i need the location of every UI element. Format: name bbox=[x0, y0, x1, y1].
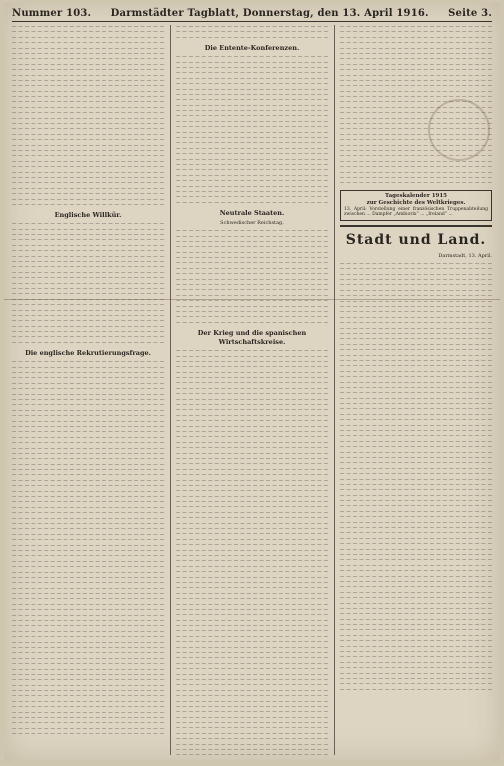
article-text-block: — — — — — — — — — — — — — — — — — — — — — — — — — — — — — — — — — — — — — — — — — — — — — — — — — — — — — — — — — — — — — — — — — — — — — — — — — — — — — — — — — — — — — — — — — — — — — — — — — — — — — — — — — — — — — — — — — — — — — — — — — — — — — — — — — — — — — — — — — — — — — — — — — — — — — — — — — — — — — — — — — — — — — — — — — — — — — — — — — — — — — — — — — — — — — — — — — — — — — — — — — — — — — — — — — — — — — — — — — — — — — — — — — — — — — — — — — — — — — — — — — — — — — — — — — — — — — — — — — — — — — — — — — — — — — — — — — — — — — — — — — — — — — — — — — — — — — — — — — — — — — — — — — — — — — — — — — — — — — — — — — — — — — — — — — — — — — — — — — — — — — — — — — — — — — — — — — — — — — — — — — — — — — — — — — — — — — — — — — — — — — — — — — — — — — — — — — — — — — — — — — — — — — — — — — — — — — — — — — — — — — — — — — — — — — — — — — — — — — — — — — — — — — — — — — — — — — — — — — — — — — — — — — — — — — — — — — — — — — — — — — — — — — — — — — — — — — — — — — — — — — — — — — — — — — — — — — — — — — — — — — — — — — — — — — — — — — — — — — — — — — — — — — — — — — — — — — — — — — — — — — — — — — — — — — — — — — — — — — — — — — — — — — — — — — — — — — — — — — — — — — — — — — — — — — — — — — — — — — — — — — — — — — — — — — — — — — — — — — — — — — — — — — — — — — — — — — — — — — — — — — — — — — — — — — — — — bbox=[176, 55, 328, 206]
article-heading: Der Krieg und die spanischen Wirtschaftskreise. bbox=[197, 329, 307, 347]
article-subheading: Schwedischer Reichstag. bbox=[220, 220, 284, 227]
article-text-block: — — — — — — — — — — — — — — — — — — — — — — — — — — — — — — — — — — — — — — — — — — — — — — — — — — — — — — — — — — — — — — — — — — — — — — — — — — — — — — — — — — — — — — — — — — — — — — — — — — — — — — — — — — — — — — — — — — — — — — — — — — — — — — — — — — — — — — — — — — — — — — — — — — — — — — — — — — — — — — — — — — — — — — — — — — — — — — — — — — — — — — — — — — — — — — — — — — — — — — — — — — — — — — — — — — — — — — — — — — — — — — — — — — — — — — — — — — — — — — — — — — — — — — — — — — — — — — — — — — — — — — — — — — — — — — — — — — — — — — — — — — — — — — — — — — — — — — — — — — — — — — — — — — — — — — — — — — — — — — — — — — — — — — — — — — — — — — — — — — — — — — — — — — — — — — — — — — — — — — — — — — — — — — — — — — — — — — — — — — — — — — — — — — — — — — — — — — — — — — — — — — — — — — — — — — — — — — — — — — — — — — — — — — — — — — — — — — — — — — — — — — — — — — — — — — — — — — — — — — — — — — — — — — — — — — — — — — — — — — — — — — — — — — — — — — — — — — — — — — — — — — — — — — — — — — — — — — — — — — — — — — — — — — — — — — — — — — — — — — — — — — — — — — — — — — — — — — — — — — — — — — — — — — — — — — — — — — — — — — — — — — — — — — — — — — — — — — — — — — — — — — — — — — — — — — — — — — — — — — — — — — — — — — — — — — — — — — — — — — — — — — — — — — — — — — — — — — — — — — — — — — — — — — — — — — — — — — — — — — — — — — — — — — — — — — — — — — — — — — — — — — — — — — — — — — — — — — — — — — — — — — — — — — — — — — — — — — — — — — — — — — — — — — — — — — — — — — — — — — — — — — — — — — — — — — — — — — — — — — — — — — — — — — — — — — — — — — — — — — — — — — — — — — — — — — — — — — — — — — — — — — — — — — — — — — — — — — — — — — — — — — — — — — — — — — — — — — — — — — — — — — — — — — — — — — — — — — — — — — — — — — — — — — — — — — — — — — — — — — — — — — — — — — — — — — — — — — — — — — — — — — — — — — — — — — — — — — — — — — — — — — — — — — — — — — — — — — — — — — — — — — — — — — — — — — — — — — — — — — — — — — — — — — — — — — — — — — — — — — — — — — — — — — — — — — — — — — — — — — — — — — — — — — — — — — — — — — — — — — — — — — — — — — — — — — — — — — — — — — — — — — — — — — — — — — — — — — — — — — — — — — — — — — — — — — — — — — — — — — — — — — — — — — — — — — — — — — — — — — — — — — — — — — — — — — — — — — — — — — — — — — — — — — — — — — — — — — — — — — — — — — — — — — — — — — — — — — — — — — — — — — — — — — — — — — — — — — — — — — — — — — — — — — — — — — — — — — — — — — — — — — — — — — — — — — — — — — — — — — — — — — — — — — — — — — — — — — — — — — — — — — — — — — — — — — — — — — — — — — — — — — — — — — — — — — — — — — — — — — — — — — — — — — — — — — — — — — — — — — — — — — — — — — — — — — — — — — — — — — — — — — — — — — — — — — — — — — — — — — — — — — — — — — — — — — — — — — — — — — — — — — — — — — — — — — — — — — — — — — — — — — — — — — — — — — — — — — — — — — — — — — — — — — — — — — — — — — — — — — — — — — — — — — — — — — — — — — — — — — — — — — — — — — — — — — — — — — — — — — — — — — — — — — — — — — — — — — — — — — — — — — — — — — — — — — — — — — — — — — — — — — — — — — — — — — — — — — — — — — — — — — — — — — — — — — — — — — — — — — — — — — — — — — — — — — — — — — — — — — — — — — — — — — — — — — — — — — — — — — — — — — — — — — — — — — — — — — — — — — — — — — — — — — — — — — — — — — — — — — — — — — — — — — — — — — — — — — — — — — — — — — — — — — — — — — — — — — — — — — — — bbox=[12, 360, 164, 738]
tageskalender-title: Tageskalender 1915 bbox=[385, 192, 447, 199]
issue-number: Nummer 103. bbox=[12, 7, 92, 19]
tageskalender-subtitle: zur Geschichte des Weltkrieges. bbox=[366, 199, 466, 206]
column-1 bbox=[12, 25, 164, 738]
column-2 bbox=[176, 25, 328, 759]
article-heading: Neutrale Staaten. bbox=[219, 209, 285, 218]
article-text-block: — — — — — — — — — — — — — — — — — — — — — — — — — — — — — — — — — — — — — — — — — — — — — — — — — — — — — — — — — — — — — — — — — — — — — — — — — — — — — — — — — — — — — — — — — — — — — — — — — — — — — — — — — — — — — — — — — — — — — — — — — — — — — — — — — — — — — — — — — — — — — — — — — — — — — — — — — — — — — — — — — — — — — — — — — — — — — — — — — — — — — — — — — — — — — — — — — — — — — — — — — — — — — — — — — — — — — — — — — — — — — — — — — — — — — — — — — — — — — — — — — — — — — — — — — — — — — — — — — — — — — — — — — — — — — — — — — — — — — — — — — — — — — — — — — — — — — — — — — — — — — — — — — — — — — — — — — — — — — — — — — — — — — — — — — — — — — — — — — — — — — — — — — — — — — — — — — — — — — — — — — — — — — — — — — — — — — — — — — — — — — — — — — — — — — — — — — — — — — — — — — — — — — — — — — — — — — — — — — — — — — — — — — — — — — — — — — — — — — — — — — — — — — — — — — — — — — — — — — — — — — — — — — — — — — — — — — — — — — — — — — — — — — — — — — — — — — — — — — — — — — — — — — — — — — — — — — — — — — — — — — — — — — — — — — — — — — — — — — — — — — — — — — — — — — — — — — — — — — — — — — — — — — — — — — — — — — — — — — — — — — — — — — — — — — — — — — — — — — — — — — — — — — — — — — — — — — — — — — — — — — — — — — — — — — — — — — — — — — — — — — — — — — — — — — — — — — — — — — — — — — — — — — — — — — — — — — — — — — — — — — — — — — — — — — — — — — — — — — — — — — — — — — — — — — — — — — — — — — — — — bbox=[340, 25, 492, 187]
section-heading: Stadt und Land. bbox=[345, 231, 487, 248]
column-divider-2 bbox=[334, 25, 335, 755]
article-text-block: — — — — — — — — — — — — — — — — — — — — — — — — — — — — — — — — — — — — — — — — — — — — — — — — — — — — — — — — — — — — — — — — — — — — — — — — — — — — — — — — — — — — — — — — — — — — — — — — — — — — — — — — — — — — — — — — — — — — — — — — — — — — — — — — — — — — — — — — — — — — — — — — — — — — — — — — — — — — — — — — — — — — — — — — — — — — — — — — — — — — — — — — — — — — — — — — — — — — — — — — — — — — — — — — — — — — — — — — — — — — — — — — — — — — — — — — — — — — — — — — — — — — — — — — — — — — — — — — — — — — — — — — — — — — — — — — — — — — — — — — — — — — — — — — — — — — — — — — — — — — — — — — — — — — — — — — — — — — — — — — — — — — — — — — — — — — — — — — — — — — — — — — — — — — — — — — — — — — — — — — — — — — — — — — — — — — — — — — — — — — — — — — — — — — — — — — — — — — — — — — — — — — — — — — — — — — — — — — — — — — — — — — — — — — — — — — — — — — — — — — — — — — — — — — — — — — — — — — — — — — — — — — — — — — — — — — — — — — — — — — — — — — — — — — — — — — — — — — — — — — — — — — — — — — — — — — — — — — — — — — — — — — — — — — — — — — — — — — — — — — — — — — — — — — — — — — — — — — — — — — — — — — — — — — — — — — — — — — — — — — — — — — — — — — — — — — — — — — — — — — — — — — — — — — — — — — — — — — — — — — — — — — — — — — — — — — — — — — — — — — — — — — — — — — — — — — — — — — — — — — — — — — — — — — — — — — — — — — — — — — — — — — — — — — — — — — — — — — — — — — — — — — — — — — — — — — — — — — — — — — — — — — — — — — — — — — — — — — — — — — — — — — — — — — — — — — — — — — — — — — — — — — — — — — — — — — — — — — — — — — — — — — — — — — — — — — — — — — — — — — — — — — — — — — — — — — — — — — — — — — — — — — — — — — — — — — — — — — — — — — — — — — — — — — — — — — — — — — — — — — — — — — — — — — — — — — — — — — — — — — — — — — — — — — — — — — — — — — — — — — — — — — — — — — — — — — — — — — — — — — — — — — — — — — — — — — — — — — — — — — — — — — — — — — — — — — — — — — — — — — — — — — — — — — — — — — — — — — — — — — — — — — — — — — — — — — — — — — — — — — — — — — — — — — — — — — — — — — — — — — — — — — — — — — — — — — — — — — — — — — — — — — — — — — — — — — — — — — — — — — — — — — — — — — — — — — — — — — — — — — — — — — — — — — — — — — — — — — — — — — — — — — — — — — — — — — — — — — — — — — — — — — — — — — — — — — — — — — — — — — — — — — — — — — — — — — — — — — — — — — — — — — — — — — — — — — — — — — — — — — — — — — — — — — — — — — — — — — — — — — — — — — — — — — — — — — — — — — — — — — — — — — — — — — — — — — — — — — — — — — — — — — — — — — — — — — — — — — — — — — — — — — — — — — — — — — — — — — — — — — — — — — — — — — — — — — — — — — — — — — — — — — — — — — — — — — — — — — — — — — — — — — — — — — — — — — — — — — — — — — — — — — — — — — — — — — — — — — — — — — — — — — — — — — — — — — — — — — — — — — — — — — — — — — — — — — — — — — — — — — — — — — — — — — — — — — — — — — — — — — — — — — — — — — — — — — — — — — — — — — — — — — — — — — — — — — — — — — — — — — — — — — — — — — — — — — — — — — — — — — — — — — — — — — — — — — — — — — — — — — — — — — — — — — — — — — — — — — — — — — — — — — — — — — — — — — — — — — — — — — — — — — — — — — — — — — — — — — — — — — — — — — — — — — — — — — — — — — — — — — — — — — — — — — — — — — — — — — — — — — — — — — — — — — — — — — — — — — — — — — — — — — — — — — — — — — — — — — — — — — — — — — — — — — — — — — — — — — — — — — — — — — — — — — — — — — — — — — — — — — — — — — — — — — — — — — — — — — — — — — — — — — — — — — — — — — — — — — — — — — — — — — — — — — — — — — — — — — — — — — — — — — — — — — — — — — — — — — — — — — — — — — — — — — — — — — — — — — — — — — — — — — — — — — — — — — — — — — — — — — — — — — — — — — — — — — — — — — — — — — — — — — — — — — — — — — — — — — — — — — — — — — — — — — — — — — — — — — — — — — — — — — — — — — — — — — — — — — — — — — — — — — — — — — — — — — — — — — — — — — — — — — — — — — — — — — — — — — — — — — bbox=[340, 261, 492, 693]
newspaper-page bbox=[4, 3, 500, 761]
column-divider-1 bbox=[170, 25, 171, 755]
article-heading: Die Entente-Konferenzen. bbox=[204, 44, 300, 53]
article-text-block: — — — — — — — — — — — — — — — — — — — — — — — — — — — — — — — — — — — — — — — — — — — — — — — — — — — — — — — — — — — — — — — — — — — — — — — — — — — — — — — — — — — — — — — — — — — — — — — — — — — — — — — — — — — — — — — — — — — — — — — — — — — — — — — — — — — — — — — — — — — — — — — — — — — — — — — — — — — — — — — — — — — — — — — — — — — — — — — — — — — — — — — — — — — — — — — — — — — — — — — — — — — — — — — — — — — — — — — — — — — — — — — — — — — — — — — — — — — — — — — — — — — — — — — — — — — — — — — — — — — — — — — — — — — — — — — — — — — — — — — — — — — — — — — — — — — — — — — — — — — — — — — — — — — — — — — — — — — — — — — — — — — — — — — — — — — — — — — — — — — — — — — — — — — — — — — — — — — — — — — — — — — — — — — — — — — — — — — — — — — — — — — — — — — — — — — — — — — — — — — — — — — — — — — — — — — — — — — — — — — — — — — — — — — — — — — — — — — — — — — — — — — — — — — — — — — — — — — — — — — — — — — — — — — — — — — — — — — — — — — — — — — — — — — — — — — — — — — — — — — — — — — — — — — — — — — — — — — — — — — — — — — — — — — — — — — — — — — — — — — — — — — — — — — — — — — — — — — — — — — — — — — — — — — — — — — — — — — — — — — — — — — — — — — — — — — — — — — — — — — — — — — — — — — — — — — — — — — — — — — — — — — — — — — — — — — — — — — — — — — — — — — — — — — — — — — — — — — — — — — — — — — — — — — — — — — — — — — — — — — — — — — — — — — — — — — — — — — — — — — — — — — — — — — — — — — — — — — — — — — — — — — — — — — — — — — — — — — — — — — — — — — — — — — — — — — — — — — — — — — — — — — — — — — — — — — — — — — — — — — — — — — — — — — — — — — — — — — — — — — — — — — — — — — — — — — — — — — — — — — — — — — — — — — — — — — — — — — — — — — — — — — — — — — — — — — — — — — — — — — — — — — — — — — — — — — — — — — — — — — — — — — — — — — — — — — — — — — — — — — — — — — — — — — — — — — — — — — — — — — — — — — — — — — — — — — — — — — — — — — — — — — — — — — — — — — — — — — — — — — — — — — — — — — — — — — — — — — — — — — — — — — — — — — — — — — — — — — — — — — — — — — — — — — — — — — — — — — — — — — — — — — — — — — — — — — — — — — — — — — — — — — — — — — — — — — — — — — — — — — — — — — — — — — — — — — — — — — — — — — — — — — — — — — — — — — — — — — — — — — — — — — — — — — — — — — — — — — — — — — — — — — — — — — — — — — — — — — — — — — — — — — — — — — — — — — — — — — — — — — — — — — — — — — — — — — — — — — — — — — — — — — — — — — — — — — — — — — — — — — — — — — — — — — — — — — — — — — — — — — — — — — — — — — — — — — — — — — — — — — — — — — — — — — — — — — — — — — — — — — — — — — — — — — — — — — — — — — — — — — — — — — — — — — — — — — — — — — — — — — — — — — — — — — — — — — — — — — — — — — — — — — — — — — — — — — — — — — — — — — — — — — — — — — — — — — — — — — — — — — — — — — — — — — — — — — — — — — — — — — — — — — — — — — — — — — — — — — — — — — — — — — — — — — — — — — — — — — — — — — — — — — — — — — — — — — — — — — — — — — — — — — — — — — — — — — — — — — — — — — — — — — — — — — — — — — — — — — — — — — — — — — — — — — — — — — — — — — — — — — — — — — — — — — — — — — — — — — — — — — — — — — — — — — — — — — — — — — — — — — — — — — — — — — — — — — — — — — — — — — — — — — — — — — — — — — — — — — — — — — — — — — — — — — — — — — — — — — — — — — — — — — — — — — — — — — — — — — — — — — — — — — — — — — — — — — — — — — — — — — — — — — — — — — — — — — — — — — — — — — — — — — — — — — — — — — — — — — — — — — — — — — — — — — — — — — — — — — — — — — — — — — — — — — — — — — — — — — — — — — — — — — — — — — — — — — — — — — — — — — — — — — — — — — — — — — — — — — — — — — — — — — — — — — — — — — — — — — — — — — — — — — — — — — — — — — — — — — — — — — — — — — — — — — — — — — — — — — — — — — — — — — — bbox=[176, 349, 328, 759]
section-rule bbox=[340, 225, 492, 227]
column-3 bbox=[340, 25, 492, 693]
article-text-block: — — — — — — — — — — — — — — — — — — — — — — — — — — — — — — — — — — — — — — — — — — — — — — — — — — — — — — — — — — — — — — — — — — — — — — — — bbox=[176, 25, 328, 41]
section-dateline: Darmstadt, 13. April. bbox=[438, 252, 492, 259]
article-text-block: — — — — — — — — — — — — — — — — — — — — — — — — — — — — — — — — — — — — — — — — — — — — — — — — — — — — — — — — — — — — — — — — — — — — — — — — — — — — — — — — — — — — — — — — — — — — — — — — — — — — — — — — — — — — — — — — — — — — — — — — — — — — — — — — — — — — — — — — — — — — — — — — — — — — — — — — — — — — — — — — — — — — — — — — — — — — — — — — — — — — — — — — — — — — — — — — — — — — — — — — — — — — — — — — — — — — — — — — — — — — — — — — — — — — — — — — — — — — — — — — — — — — — — — — — — — — — — — — — — — — — — — — — — — — — — — — — — — — — — — — — — — — — — — — — — — — — — — — — — — — — — — — — — — — — — — — — — — — — — — — — — — — — — — — — — — — — — — — — — — — — — — — — — — — — — — — — — — — — — — — — — — — — — — — — — — — — — — — — — — — — — — — — — — — — — — — — — — — — — — — — — — — — — — — — — — — — — — — — — — — — — — — — — — — — — — — bbox=[176, 229, 328, 326]
page-number: Seite 3. bbox=[448, 7, 492, 19]
newspaper-dateline: Darmstädter Tagblatt, Donnerstag, den 13. April 1916. bbox=[110, 7, 429, 19]
article-heading: Englische Willkür. bbox=[54, 211, 122, 220]
article-text-block: — — — — — — — — — — — — — — — — — — — — — — — — — — — — — — — — — — — — — — — — — — — — — — — — — — — — — — — — — — — — — — — — — — — — — — — — — — — — — — — — — — — — — — — — — — — — — — — — — — — — — — — — — — — — — — — — — — — — — — — — — — — — — — — — — — — — — — — — — — — — — — — — — — — — — — — — — — — — — — — — — — — — — — — — — — — — — — — — — — — — — — — — — — — — — — — — — — — — — — — — — — — — — — — — — — — — — — — — — — — — — — — — — — — — — — — — — — — — — — — — — — — — — — — — — — — — — — — — — — — — — — — — — — — — — — — — — — — — — — — — — — — — — — — — — — — — — — — — — — — — — — — — — — — — — — — — — — — — — — — — — — — — — — — — — — — — — — — — — — — — — — — — — — — — — — — — — — — — — — — — — — — — — — — — — — — — — — — — — — — — — — — — — — — — — — — — — — — — — — — — — — — — — — — — — — — — — — — — — — — — — — — — — — — — — — — — — — — — — — — — — — — — — — — — — — — — — — — — — — — — — — — — — — — — — — — — — — — — — — — — — — — — — — — — — — — — — — — — — — — — — — — — — — — — — — — — — — — — — — — — — — — — — — — — — — — — — — — — — — — — — — — — — — — — — — — — bbox=[12, 222, 164, 346]
tageskalender-body: 13. April: Vorstellung einer französischen Truppenabteilung zwischen ... Dampfer „Ambiorix“ ... „Ireland“ ... bbox=[344, 206, 488, 218]
tageskalender-box bbox=[340, 190, 492, 221]
article-heading: Die englische Rekrutierungsfrage. bbox=[25, 349, 151, 358]
article-text-block: — — — — — — — — — — — — — — — — — — — — — — — — — — — — — — — — — — — — — — — — — — — — — — — — — — — — — — — — — — — — — — — — — — — — — — — — — — — — — — — — — — — — — — — — — — — — — — — — — — — — — — — — — — — — — — — — — — — — — — — — — — — — — — — — — — — — — — — — — — — — — — — — — — — — — — — — — — — — — — — — — — — — — — — — — — — — — — — — — — — — — — — — — — — — — — — — — — — — — — — — — — — — — — — — — — — — — — — — — — — — — — — — — — — — — — — — — — — — — — — — — — — — — — — — — — — — — — — — — — — — — — — — — — — — — — — — — — — — — — — — — — — — — — — — — — — — — — — — — — — — — — — — — — — — — — — — — — — — — — — — — — — — — — — — — — — — — — — — — — — — — — — — — — — — — — — — — — — — — — — — — — — — — — — — — — — — — — — — — — — — — — — — — — — — — — — — — — — — — — — — — — — — — — — — — — — — — — — — — — — — — — — — — — — — — — — — — — — — — — — — — — — — — — — — — — — — — — — — — — — — — — — — — — — — — — — — — — — — — — — — — — — — — — — — — — — — — — — — — — — — — — — — — — — — — — — — — — — — — — — — — — — — — — — — — — — — — — — — — — — — — — — — — — — — — — — — — — — — — — — — — — — — — — — — — — — — — — — — — — — — — — — — — — — — — — — — — — — — — — — — — — — — — — — — — — — — — — — — — — — — — — — — — — — — — — — — — — — — — — — — — — — — — — — — — — — — — — — — — — — — — — — — — — — — — — — — — — — — — — — — — — — — — — — — — — — — — — — — — — — — — — — — — — — — — — — — — — — — — — — — — — — — — — — — — — — — — — — — — — — — — — — — — — — — — — — — — — — — — — — — — — — — — — — — — — — — — — — — — — — — — — — — — — — — — — — — — — — — — — — — — — — — — — — — — — — — — — — — bbox=[12, 25, 164, 208]
masthead bbox=[12, 5, 492, 22]
